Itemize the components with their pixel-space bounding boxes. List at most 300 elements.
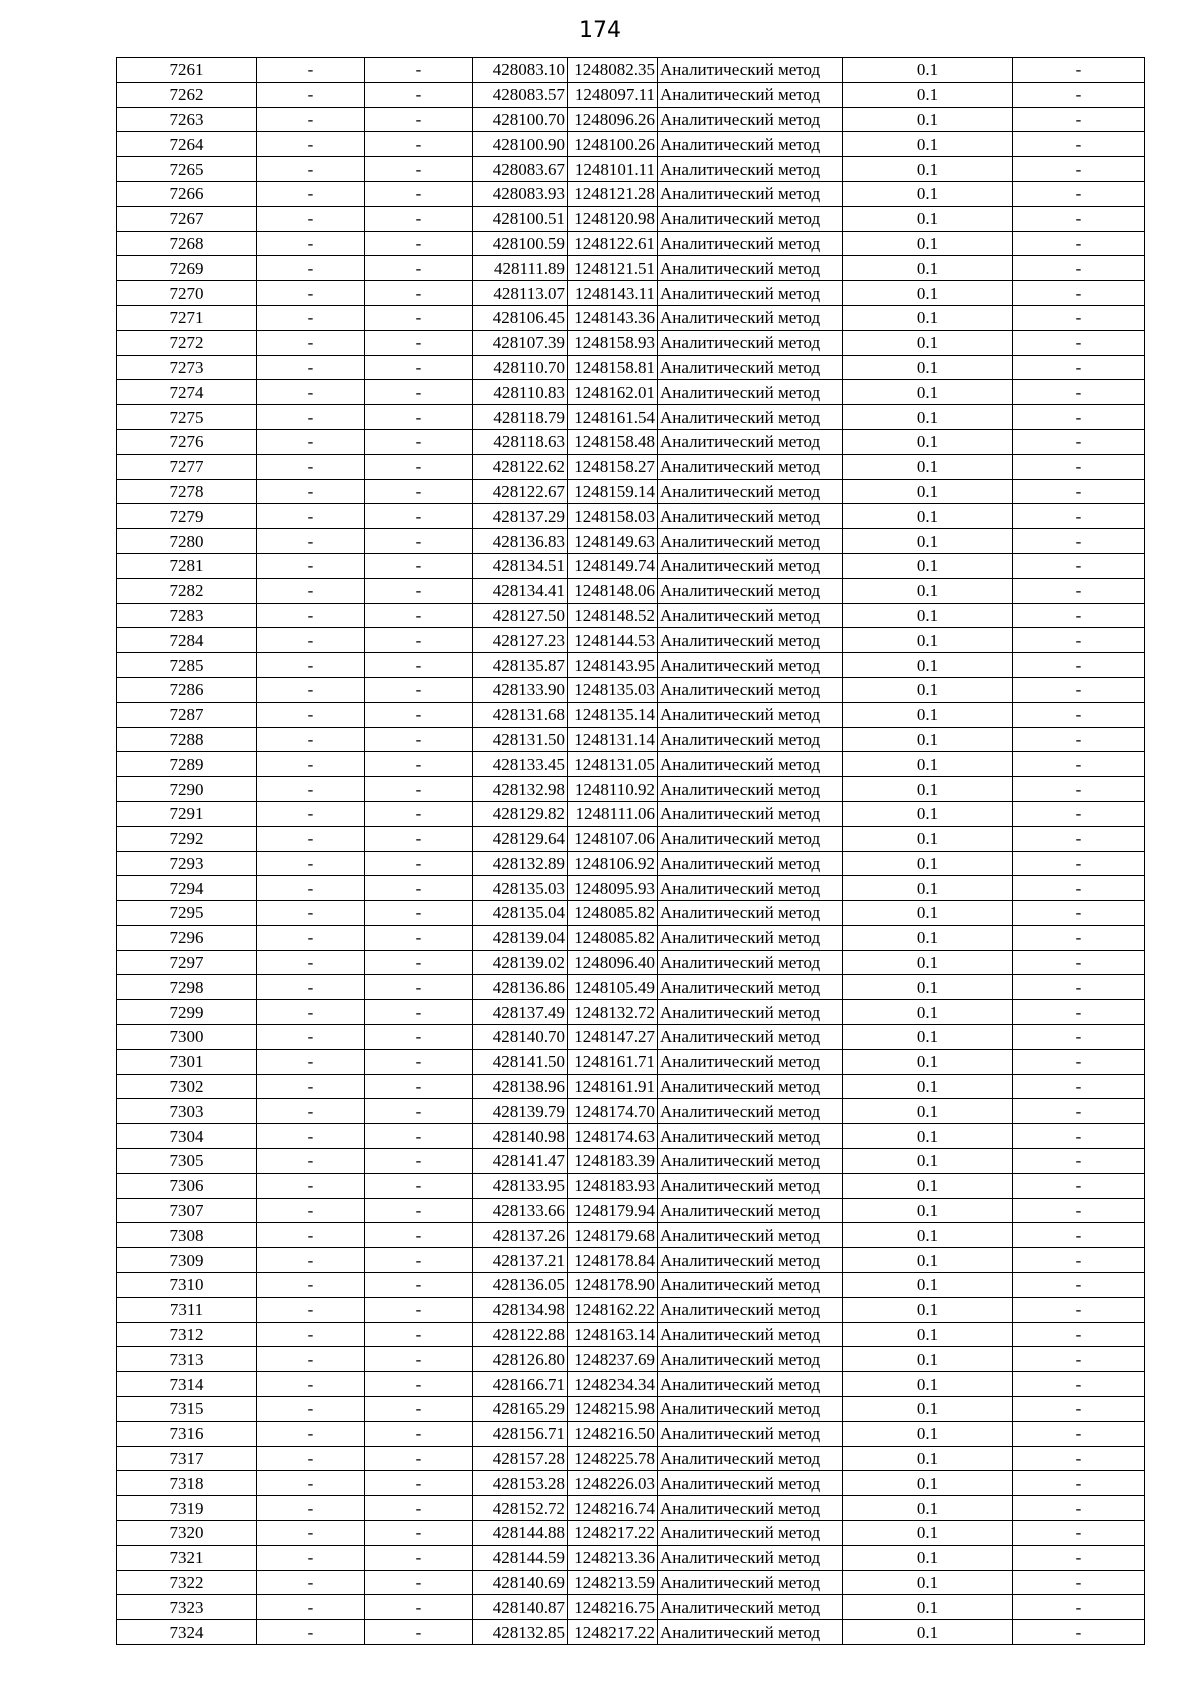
empty-value-cell: -	[1013, 628, 1145, 653]
accuracy-cell: 0.1	[843, 107, 1013, 132]
method-cell: Аналитический метод	[658, 181, 843, 206]
y-coordinate-cell: 1248217.22	[568, 1620, 658, 1645]
y-coordinate-cell: 1248135.14	[568, 702, 658, 727]
point-number-cell: 7290	[117, 777, 257, 802]
method-cell: Аналитический метод	[658, 330, 843, 355]
empty-value-cell: -	[365, 752, 473, 777]
point-number-cell: 7305	[117, 1149, 257, 1174]
empty-value-cell: -	[257, 132, 365, 157]
table-row	[117, 132, 1145, 157]
accuracy-cell: 0.1	[843, 653, 1013, 678]
empty-value-cell: -	[1013, 1322, 1145, 1347]
table-row	[117, 1173, 1145, 1198]
method-cell: Аналитический метод	[658, 429, 843, 454]
point-number-cell: 7297	[117, 950, 257, 975]
point-number-cell: 7283	[117, 603, 257, 628]
empty-value-cell: -	[257, 405, 365, 430]
empty-value-cell: -	[1013, 405, 1145, 430]
empty-value-cell: -	[1013, 504, 1145, 529]
y-coordinate-cell: 1248174.63	[568, 1124, 658, 1149]
accuracy-cell: 0.1	[843, 529, 1013, 554]
x-coordinate-cell: 428137.26	[473, 1223, 568, 1248]
table-body	[117, 58, 1145, 1645]
table-row	[117, 578, 1145, 603]
y-coordinate-cell: 1248234.34	[568, 1372, 658, 1397]
x-coordinate-cell: 428134.98	[473, 1297, 568, 1322]
empty-value-cell: -	[365, 1099, 473, 1124]
empty-value-cell: -	[257, 653, 365, 678]
accuracy-cell: 0.1	[843, 851, 1013, 876]
y-coordinate-cell: 1248179.68	[568, 1223, 658, 1248]
method-cell: Аналитический метод	[658, 281, 843, 306]
empty-value-cell: -	[257, 1322, 365, 1347]
accuracy-cell: 0.1	[843, 1595, 1013, 1620]
empty-value-cell: -	[1013, 1000, 1145, 1025]
method-cell: Аналитический метод	[658, 1149, 843, 1174]
table-row	[117, 1223, 1145, 1248]
method-cell: Аналитический метод	[658, 256, 843, 281]
table-row	[117, 107, 1145, 132]
empty-value-cell: -	[1013, 777, 1145, 802]
method-cell: Аналитический метод	[658, 1000, 843, 1025]
table-row	[117, 702, 1145, 727]
empty-value-cell: -	[365, 504, 473, 529]
accuracy-cell: 0.1	[843, 1471, 1013, 1496]
accuracy-cell: 0.1	[843, 330, 1013, 355]
x-coordinate-cell: 428134.41	[473, 578, 568, 603]
method-cell: Аналитический метод	[658, 628, 843, 653]
point-number-cell: 7289	[117, 752, 257, 777]
empty-value-cell: -	[257, 1000, 365, 1025]
accuracy-cell: 0.1	[843, 1446, 1013, 1471]
table-row	[117, 901, 1145, 926]
empty-value-cell: -	[257, 1471, 365, 1496]
empty-value-cell: -	[257, 58, 365, 83]
empty-value-cell: -	[257, 107, 365, 132]
x-coordinate-cell: 428140.69	[473, 1570, 568, 1595]
point-number-cell: 7313	[117, 1347, 257, 1372]
accuracy-cell: 0.1	[843, 777, 1013, 802]
x-coordinate-cell: 428131.68	[473, 702, 568, 727]
empty-value-cell: -	[1013, 677, 1145, 702]
empty-value-cell: -	[1013, 1446, 1145, 1471]
method-cell: Аналитический метод	[658, 1545, 843, 1570]
empty-value-cell: -	[365, 231, 473, 256]
empty-value-cell: -	[365, 1471, 473, 1496]
method-cell: Аналитический метод	[658, 1173, 843, 1198]
empty-value-cell: -	[1013, 58, 1145, 83]
x-coordinate-cell: 428138.96	[473, 1074, 568, 1099]
table-row	[117, 231, 1145, 256]
x-coordinate-cell: 428083.67	[473, 157, 568, 182]
method-cell: Аналитический метод	[658, 1223, 843, 1248]
y-coordinate-cell: 1248178.90	[568, 1273, 658, 1298]
empty-value-cell: -	[257, 603, 365, 628]
table-row	[117, 1322, 1145, 1347]
y-coordinate-cell: 1248178.84	[568, 1248, 658, 1273]
y-coordinate-cell: 1248216.75	[568, 1595, 658, 1620]
x-coordinate-cell: 428127.50	[473, 603, 568, 628]
empty-value-cell: -	[365, 1397, 473, 1422]
x-coordinate-cell: 428122.67	[473, 479, 568, 504]
y-coordinate-cell: 1248143.95	[568, 653, 658, 678]
method-cell: Аналитический метод	[658, 82, 843, 107]
y-coordinate-cell: 1248131.05	[568, 752, 658, 777]
table-row	[117, 405, 1145, 430]
point-number-cell: 7311	[117, 1297, 257, 1322]
method-cell: Аналитический метод	[658, 479, 843, 504]
x-coordinate-cell: 428139.02	[473, 950, 568, 975]
empty-value-cell: -	[257, 1273, 365, 1298]
method-cell: Аналитический метод	[658, 1446, 843, 1471]
accuracy-cell: 0.1	[843, 1149, 1013, 1174]
x-coordinate-cell: 428129.82	[473, 801, 568, 826]
accuracy-cell: 0.1	[843, 826, 1013, 851]
table-row	[117, 281, 1145, 306]
method-cell: Аналитический метод	[658, 1471, 843, 1496]
y-coordinate-cell: 1248148.52	[568, 603, 658, 628]
empty-value-cell: -	[1013, 876, 1145, 901]
accuracy-cell: 0.1	[843, 801, 1013, 826]
y-coordinate-cell: 1248082.35	[568, 58, 658, 83]
table-row	[117, 429, 1145, 454]
empty-value-cell: -	[1013, 1347, 1145, 1372]
point-number-cell: 7295	[117, 901, 257, 926]
empty-value-cell: -	[257, 1074, 365, 1099]
x-coordinate-cell: 428136.05	[473, 1273, 568, 1298]
x-coordinate-cell: 428136.86	[473, 975, 568, 1000]
point-number-cell: 7309	[117, 1248, 257, 1273]
empty-value-cell: -	[365, 181, 473, 206]
point-number-cell: 7321	[117, 1545, 257, 1570]
x-coordinate-cell: 428144.59	[473, 1545, 568, 1570]
empty-value-cell: -	[1013, 553, 1145, 578]
y-coordinate-cell: 1248217.22	[568, 1521, 658, 1546]
empty-value-cell: -	[257, 1297, 365, 1322]
x-coordinate-cell: 428133.66	[473, 1198, 568, 1223]
empty-value-cell: -	[365, 653, 473, 678]
x-coordinate-cell: 428100.59	[473, 231, 568, 256]
empty-value-cell: -	[257, 553, 365, 578]
accuracy-cell: 0.1	[843, 1496, 1013, 1521]
point-number-cell: 7262	[117, 82, 257, 107]
accuracy-cell: 0.1	[843, 1000, 1013, 1025]
empty-value-cell: -	[365, 256, 473, 281]
empty-value-cell: -	[257, 1521, 365, 1546]
empty-value-cell: -	[257, 1049, 365, 1074]
empty-value-cell: -	[365, 157, 473, 182]
table-row	[117, 1595, 1145, 1620]
empty-value-cell: -	[257, 479, 365, 504]
y-coordinate-cell: 1248183.93	[568, 1173, 658, 1198]
accuracy-cell: 0.1	[843, 603, 1013, 628]
y-coordinate-cell: 1248121.28	[568, 181, 658, 206]
y-coordinate-cell: 1248237.69	[568, 1347, 658, 1372]
method-cell: Аналитический метод	[658, 1025, 843, 1050]
method-cell: Аналитический метод	[658, 504, 843, 529]
accuracy-cell: 0.1	[843, 355, 1013, 380]
y-coordinate-cell: 1248162.01	[568, 380, 658, 405]
empty-value-cell: -	[1013, 1049, 1145, 1074]
table-row	[117, 925, 1145, 950]
empty-value-cell: -	[257, 1025, 365, 1050]
x-coordinate-cell: 428156.71	[473, 1421, 568, 1446]
empty-value-cell: -	[365, 1595, 473, 1620]
point-number-cell: 7318	[117, 1471, 257, 1496]
point-number-cell: 7280	[117, 529, 257, 554]
empty-value-cell: -	[1013, 801, 1145, 826]
method-cell: Аналитический метод	[658, 975, 843, 1000]
point-number-cell: 7287	[117, 702, 257, 727]
method-cell: Аналитический метод	[658, 206, 843, 231]
empty-value-cell: -	[257, 578, 365, 603]
method-cell: Аналитический метод	[658, 1099, 843, 1124]
accuracy-cell: 0.1	[843, 578, 1013, 603]
table-row	[117, 529, 1145, 554]
empty-value-cell: -	[1013, 1545, 1145, 1570]
accuracy-cell: 0.1	[843, 157, 1013, 182]
x-coordinate-cell: 428132.85	[473, 1620, 568, 1645]
accuracy-cell: 0.1	[843, 876, 1013, 901]
empty-value-cell: -	[365, 1273, 473, 1298]
y-coordinate-cell: 1248110.92	[568, 777, 658, 802]
empty-value-cell: -	[365, 1173, 473, 1198]
accuracy-cell: 0.1	[843, 1297, 1013, 1322]
y-coordinate-cell: 1248148.06	[568, 578, 658, 603]
point-number-cell: 7286	[117, 677, 257, 702]
accuracy-cell: 0.1	[843, 281, 1013, 306]
point-number-cell: 7279	[117, 504, 257, 529]
y-coordinate-cell: 1248122.61	[568, 231, 658, 256]
empty-value-cell: -	[257, 950, 365, 975]
y-coordinate-cell: 1248085.82	[568, 901, 658, 926]
empty-value-cell: -	[365, 1545, 473, 1570]
empty-value-cell: -	[257, 901, 365, 926]
accuracy-cell: 0.1	[843, 727, 1013, 752]
empty-value-cell: -	[365, 1074, 473, 1099]
accuracy-cell: 0.1	[843, 1397, 1013, 1422]
empty-value-cell: -	[365, 901, 473, 926]
empty-value-cell: -	[257, 281, 365, 306]
table-row	[117, 181, 1145, 206]
accuracy-cell: 0.1	[843, 1173, 1013, 1198]
empty-value-cell: -	[365, 429, 473, 454]
accuracy-cell: 0.1	[843, 82, 1013, 107]
point-number-cell: 7264	[117, 132, 257, 157]
method-cell: Аналитический метод	[658, 702, 843, 727]
empty-value-cell: -	[257, 305, 365, 330]
point-number-cell: 7273	[117, 355, 257, 380]
empty-value-cell: -	[365, 132, 473, 157]
table-row	[117, 653, 1145, 678]
method-cell: Аналитический метод	[658, 677, 843, 702]
empty-value-cell: -	[257, 454, 365, 479]
point-number-cell: 7312	[117, 1322, 257, 1347]
accuracy-cell: 0.1	[843, 1049, 1013, 1074]
point-number-cell: 7316	[117, 1421, 257, 1446]
x-coordinate-cell: 428107.39	[473, 330, 568, 355]
empty-value-cell: -	[365, 975, 473, 1000]
table-row	[117, 58, 1145, 83]
table-row	[117, 826, 1145, 851]
y-coordinate-cell: 1248120.98	[568, 206, 658, 231]
point-number-cell: 7299	[117, 1000, 257, 1025]
y-coordinate-cell: 1248085.82	[568, 925, 658, 950]
y-coordinate-cell: 1248216.50	[568, 1421, 658, 1446]
method-cell: Аналитический метод	[658, 653, 843, 678]
empty-value-cell: -	[365, 1000, 473, 1025]
empty-value-cell: -	[1013, 975, 1145, 1000]
table-row	[117, 1421, 1145, 1446]
empty-value-cell: -	[365, 1297, 473, 1322]
x-coordinate-cell: 428133.90	[473, 677, 568, 702]
point-number-cell: 7285	[117, 653, 257, 678]
point-number-cell: 7314	[117, 1372, 257, 1397]
accuracy-cell: 0.1	[843, 1322, 1013, 1347]
point-number-cell: 7322	[117, 1570, 257, 1595]
point-number-cell: 7281	[117, 553, 257, 578]
empty-value-cell: -	[1013, 132, 1145, 157]
empty-value-cell: -	[1013, 727, 1145, 752]
empty-value-cell: -	[365, 281, 473, 306]
table-row	[117, 256, 1145, 281]
empty-value-cell: -	[257, 206, 365, 231]
empty-value-cell: -	[365, 876, 473, 901]
table-row	[117, 479, 1145, 504]
point-number-cell: 7302	[117, 1074, 257, 1099]
method-cell: Аналитический метод	[658, 405, 843, 430]
table-row	[117, 727, 1145, 752]
x-coordinate-cell: 428127.23	[473, 628, 568, 653]
table-row	[117, 82, 1145, 107]
method-cell: Аналитический метод	[658, 826, 843, 851]
point-number-cell: 7263	[117, 107, 257, 132]
y-coordinate-cell: 1248143.11	[568, 281, 658, 306]
y-coordinate-cell: 1248106.92	[568, 851, 658, 876]
accuracy-cell: 0.1	[843, 405, 1013, 430]
table-row	[117, 950, 1145, 975]
accuracy-cell: 0.1	[843, 677, 1013, 702]
empty-value-cell: -	[365, 380, 473, 405]
accuracy-cell: 0.1	[843, 1545, 1013, 1570]
empty-value-cell: -	[1013, 752, 1145, 777]
empty-value-cell: -	[365, 1446, 473, 1471]
x-coordinate-cell: 428166.71	[473, 1372, 568, 1397]
empty-value-cell: -	[365, 1521, 473, 1546]
empty-value-cell: -	[257, 529, 365, 554]
method-cell: Аналитический метод	[658, 454, 843, 479]
empty-value-cell: -	[1013, 653, 1145, 678]
empty-value-cell: -	[1013, 925, 1145, 950]
y-coordinate-cell: 1248162.22	[568, 1297, 658, 1322]
x-coordinate-cell: 428135.87	[473, 653, 568, 678]
method-cell: Аналитический метод	[658, 58, 843, 83]
empty-value-cell: -	[365, 82, 473, 107]
empty-value-cell: -	[1013, 380, 1145, 405]
table-row	[117, 1347, 1145, 1372]
method-cell: Аналитический метод	[658, 1297, 843, 1322]
empty-value-cell: -	[1013, 901, 1145, 926]
x-coordinate-cell: 428141.50	[473, 1049, 568, 1074]
y-coordinate-cell: 1248149.63	[568, 529, 658, 554]
empty-value-cell: -	[1013, 82, 1145, 107]
empty-value-cell: -	[365, 1149, 473, 1174]
empty-value-cell: -	[257, 975, 365, 1000]
method-cell: Аналитический метод	[658, 231, 843, 256]
table-row	[117, 876, 1145, 901]
table-row	[117, 1372, 1145, 1397]
empty-value-cell: -	[1013, 1273, 1145, 1298]
accuracy-cell: 0.1	[843, 925, 1013, 950]
point-number-cell: 7307	[117, 1198, 257, 1223]
method-cell: Аналитический метод	[658, 305, 843, 330]
y-coordinate-cell: 1248161.54	[568, 405, 658, 430]
table-row	[117, 380, 1145, 405]
empty-value-cell: -	[257, 504, 365, 529]
method-cell: Аналитический метод	[658, 132, 843, 157]
empty-value-cell: -	[257, 355, 365, 380]
method-cell: Аналитический метод	[658, 876, 843, 901]
y-coordinate-cell: 1248096.40	[568, 950, 658, 975]
empty-value-cell: -	[365, 578, 473, 603]
x-coordinate-cell: 428136.83	[473, 529, 568, 554]
method-cell: Аналитический метод	[658, 851, 843, 876]
point-number-cell: 7282	[117, 578, 257, 603]
y-coordinate-cell: 1248216.74	[568, 1496, 658, 1521]
empty-value-cell: -	[257, 1446, 365, 1471]
x-coordinate-cell: 428118.79	[473, 405, 568, 430]
accuracy-cell: 0.1	[843, 553, 1013, 578]
empty-value-cell: -	[257, 429, 365, 454]
x-coordinate-cell: 428135.04	[473, 901, 568, 926]
empty-value-cell: -	[257, 1421, 365, 1446]
method-cell: Аналитический метод	[658, 1570, 843, 1595]
empty-value-cell: -	[1013, 1248, 1145, 1273]
table-row	[117, 330, 1145, 355]
x-coordinate-cell: 428113.07	[473, 281, 568, 306]
x-coordinate-cell: 428122.88	[473, 1322, 568, 1347]
method-cell: Аналитический метод	[658, 1049, 843, 1074]
empty-value-cell: -	[257, 727, 365, 752]
x-coordinate-cell: 428137.49	[473, 1000, 568, 1025]
empty-value-cell: -	[365, 206, 473, 231]
y-coordinate-cell: 1248215.98	[568, 1397, 658, 1422]
method-cell: Аналитический метод	[658, 1198, 843, 1223]
empty-value-cell: -	[1013, 826, 1145, 851]
table-row	[117, 305, 1145, 330]
empty-value-cell: -	[257, 1099, 365, 1124]
table-row	[117, 677, 1145, 702]
method-cell: Аналитический метод	[658, 1595, 843, 1620]
x-coordinate-cell: 428111.89	[473, 256, 568, 281]
y-coordinate-cell: 1248135.03	[568, 677, 658, 702]
table-row	[117, 1000, 1145, 1025]
y-coordinate-cell: 1248144.53	[568, 628, 658, 653]
accuracy-cell: 0.1	[843, 479, 1013, 504]
table-row	[117, 553, 1145, 578]
method-cell: Аналитический метод	[658, 1421, 843, 1446]
point-number-cell: 7304	[117, 1124, 257, 1149]
empty-value-cell: -	[257, 851, 365, 876]
point-number-cell: 7275	[117, 405, 257, 430]
point-number-cell: 7271	[117, 305, 257, 330]
empty-value-cell: -	[1013, 479, 1145, 504]
accuracy-cell: 0.1	[843, 1347, 1013, 1372]
x-coordinate-cell: 428106.45	[473, 305, 568, 330]
table-row	[117, 1496, 1145, 1521]
y-coordinate-cell: 1248096.26	[568, 107, 658, 132]
accuracy-cell: 0.1	[843, 1198, 1013, 1223]
